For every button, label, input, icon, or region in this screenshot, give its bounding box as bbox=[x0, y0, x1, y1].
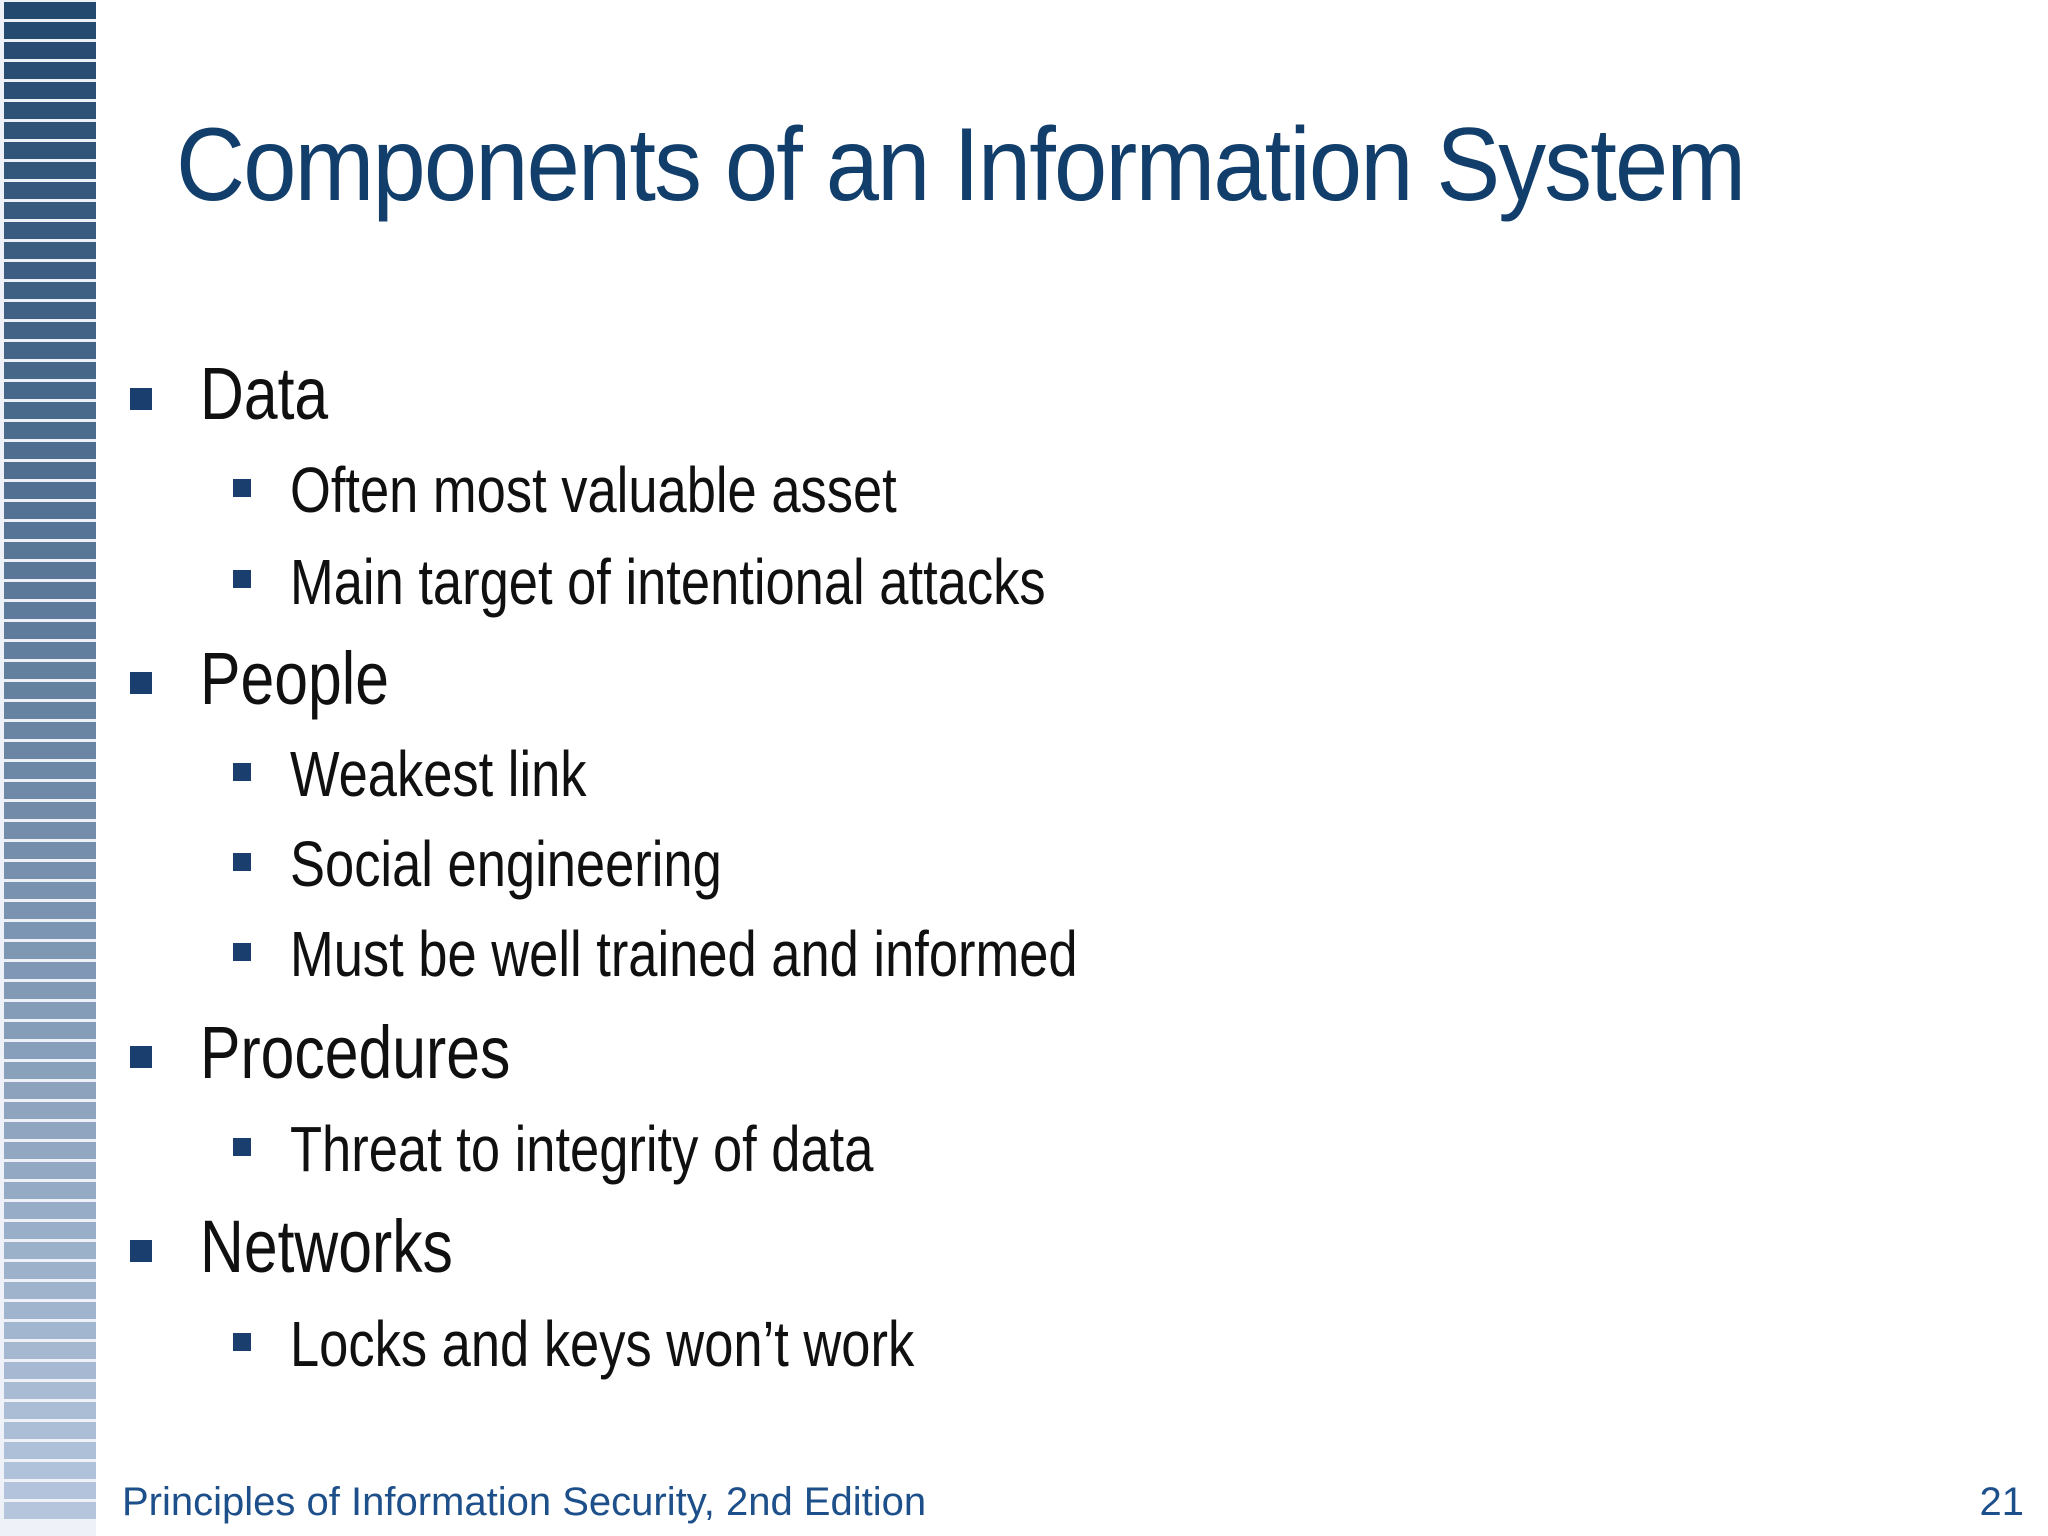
square-bullet-icon bbox=[233, 479, 251, 497]
square-bullet-icon bbox=[130, 1046, 152, 1068]
sub-bullet-item: Must be well trained and informed bbox=[290, 918, 1078, 990]
square-bullet-icon bbox=[233, 570, 251, 588]
square-bullet-icon bbox=[233, 1138, 251, 1156]
sub-bullet-item: Weakest link bbox=[290, 738, 587, 810]
sub-bullet-item: Often most valuable asset bbox=[290, 454, 897, 526]
square-bullet-icon bbox=[233, 1333, 251, 1351]
sub-bullet-item: Locks and keys won’t work bbox=[290, 1308, 915, 1380]
square-bullet-icon bbox=[233, 853, 251, 871]
bullet-item-networks: Networks bbox=[200, 1205, 453, 1288]
bullet-item-data: Data bbox=[200, 352, 329, 435]
footer-book-title: Principles of Information Security, 2nd Edition bbox=[122, 1480, 927, 1524]
square-bullet-icon bbox=[233, 763, 251, 781]
sub-bullet-item: Social engineering bbox=[290, 828, 722, 900]
sub-bullet-item: Threat to integrity of data bbox=[290, 1113, 874, 1185]
square-bullet-icon bbox=[233, 943, 251, 961]
square-bullet-icon bbox=[130, 1240, 152, 1262]
slide-title: Components of an Information System bbox=[176, 107, 1745, 223]
bullet-item-people: People bbox=[200, 637, 389, 720]
page-number: 21 bbox=[1979, 1480, 2024, 1524]
bullet-item-procedures: Procedures bbox=[200, 1011, 511, 1094]
square-bullet-icon bbox=[130, 672, 152, 694]
square-bullet-icon bbox=[130, 388, 152, 410]
sub-bullet-item: Main target of intentional attacks bbox=[290, 546, 1046, 618]
